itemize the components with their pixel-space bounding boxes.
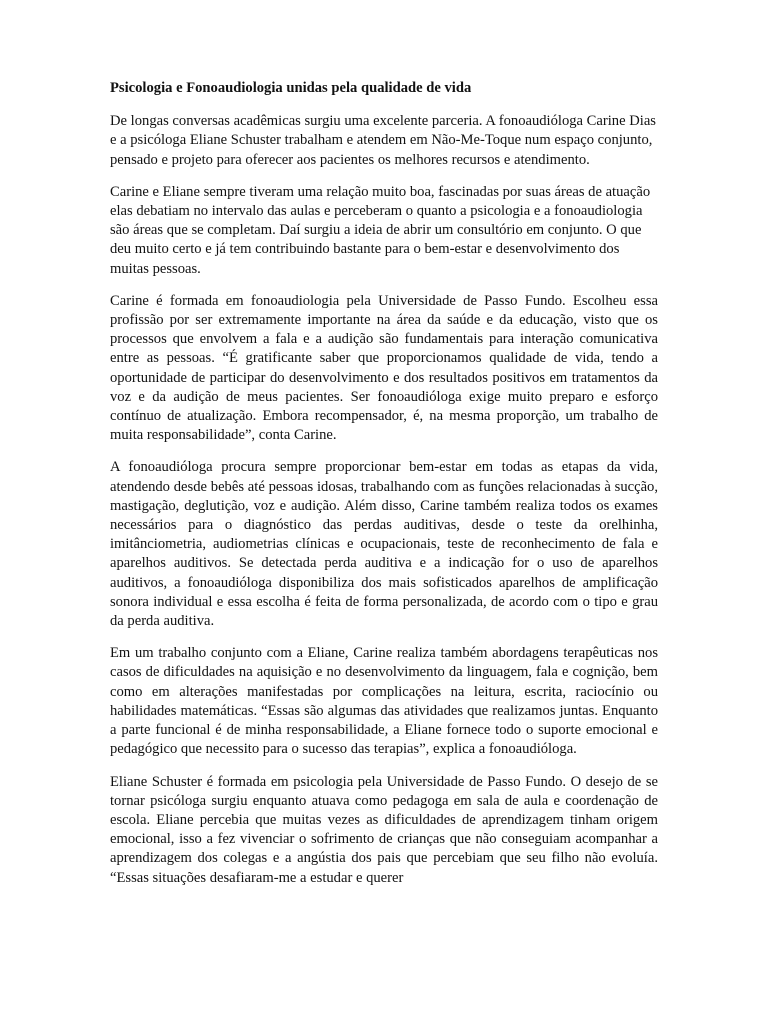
article-paragraph: A fonoaudióloga procura sempre proporcionar bem-estar em todas as etapas da vida, atendendo desde bebês até pessoas idosas, trabalhando com as funções relacionadas à sucção, mastigação, deglutição, voz e audição. Além disso, Carine também realiza todos os exames necessários para o diagnóstico das perdas auditivas, desde o teste da orelhinha, imitânciometria, audiometrias clínicas e ocupacionais, teste de reconhecimento de fala e aparelhos auditivos. Se detectada perda auditiva e a indicação for o uso de aparelhos auditivos, a fonoaudióloga disponibiliza dos mais sofisticados aparelhos de amplificação sonora individual e essa escolha é feita de forma personalizada, de acordo com o tipo e grau da perda auditiva.	[110, 459, 658, 630]
article-paragraph: Carine e Eliane sempre tiveram uma relação muito boa, fascinadas por suas áreas de atuação elas debatiam no intervalo das aulas e perceberam o quanto a psicologia e a fonoaudiologia são áreas que se completam. Daí surgiu a ideia de abrir um consultório em conjunto. O que deu muito certo e já tem contribuindo bastante para o bem-estar e desenvolvimento dos muitas pessoas.	[110, 183, 651, 277]
article-title: Psicologia e Fonoaudiologia unidas pela qualidade de vida	[110, 80, 472, 96]
article-paragraph: Eliane Schuster é formada em psicologia pela Universidade de Passo Fundo. O desejo de se tornar psicóloga surgiu enquanto atuava como pedagoga em sala de aula e coordenação de escola. Eliane percebia que muitas vezes as dificuldades de aprendizagem tinham origem emocional, isso a fez vivenciar o sofrimento de crianças que não conseguiam acompanhar a aprendizagem dos colegas e a angústia dos pais que percebiam que seu filho não evoluía. “Essas situações desafiaram-me a estudar e querer	[110, 773, 658, 886]
article-paragraph: Carine é formada em fonoaudiologia pela Universidade de Passo Fundo. Escolheu essa profissão por ser extremamente importante na área da saúde e da educação, visto que os processos que envolvem a fala e a audição são fundamentais para interação comunicativa entre as pessoas. “É gratificante saber que proporcionamos qualidade de vida, tendo a oportunidade de participar do desenvolvimento e dos resultados positivos em tratamentos da voz e da audição de meus pacientes. Ser fonoaudióloga exige muito preparo e esforço contínuo de atualização. Embora recompensador, é, na mesma proporção, um trabalho de muita responsabilidade”, conta Carine.	[110, 292, 658, 444]
document-page	[110, 79, 658, 901]
article-paragraph: De longas conversas acadêmicas surgiu uma excelente parceria. A fonoaudióloga Carine Dias e a psicóloga Eliane Schuster trabalham e atendem em Não-Me-Toque num espaço conjunto, pensado e projeto para oferecer aos pacientes os melhores recursos e atendimento.	[110, 113, 656, 168]
article-paragraph: Em um trabalho conjunto com a Eliane, Carine realiza também abordagens terapêuticas nos casos de dificuldades na aquisição e no desenvolvimento da linguagem, fala e cognição, bem como em alterações manifestadas por complicações na leitura, escrita, raciocínio ou habilidades matemáticas. “Essas são algumas das atividades que realizamos juntas. Enquanto a parte funcional é de minha responsabilidade, a Eliane fornece todo o suporte emocional e pedagógico que necessito para o sucesso das terapias”, explica a fonoaudióloga.	[110, 645, 658, 758]
